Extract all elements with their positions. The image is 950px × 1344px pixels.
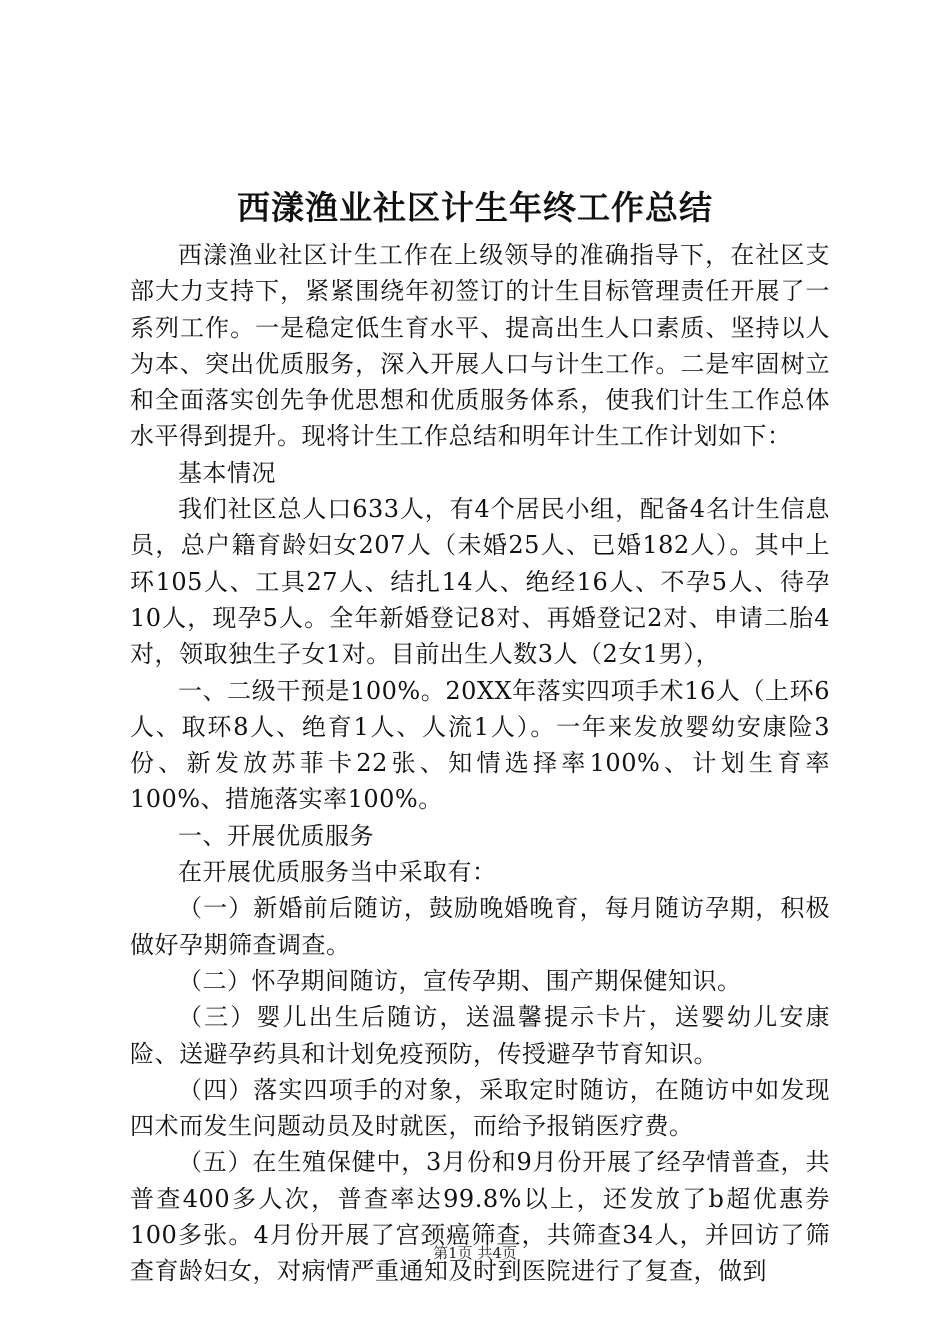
paragraph-heading-basic-situation: 基本情况 bbox=[178, 458, 276, 487]
paragraph-intervention-stats: 一、二级干预是100%。20XX年落实四项手术16人（上环6人、取环8人、绝育1人、人流1人）。一年来发放婴幼安康险3份、新发放苏菲卡22张、知情选择率100%、计划生育率100%、措施落实率100%。 bbox=[130, 676, 830, 814]
document-body bbox=[130, 237, 830, 1290]
paragraph-item-2: （二）怀孕期间随访，宣传孕期、围产期保健知识。 bbox=[178, 966, 742, 995]
paragraph-heading-quality-service: 一、开展优质服务 bbox=[178, 821, 374, 850]
paragraph-intro: 西漾渔业社区计生工作在上级领导的准确指导下，在社区支部大力支持下，紧紧围绕年初签订的计生目标管理责任开展了一系列工作。一是稳定低生育水平、提高出生人口素质、坚持以人为本、突出优质服务，深入开展人口与计生工作。二是牢固树立和全面落实创先争优思想和优质服务体系，使我们计生工作总体水平得到提升。现将计生工作总结和明年计生工作计划如下： bbox=[130, 241, 830, 451]
paragraph-item-1: （一）新婚前后随访，鼓励晚婚晚育，每月随访孕期，积极做好孕期筛查调查。 bbox=[130, 894, 830, 959]
paragraph-item-4: （四）落实四项手的对象，采取定时随访，在随访中如发现四术而发生问题动员及时就医，而给予报销医疗费。 bbox=[130, 1075, 830, 1141]
paragraph-population-stats: 我们社区总人口633人，有4个居民小组，配备4名计生信息员，总户籍育龄妇女207人（未婚25人、已婚182人）。其中上环105人、工具27人、结扎14人、绝经16人、不孕5人、待孕10人，现孕5人。全年新婚登记8对、再婚登记2对、申请二胎4对，领取独生子女1对。目前出生人数3人（2女1男）， bbox=[130, 495, 830, 669]
paragraph-item-5: （五）在生殖保健中，3月份和9月份开展了经孕情普查，共普查400多人次，普查率达99.8%以上，还发放了b超优惠券100多张。4月份开展了宫颈癌筛查，共筛查34人，并回访了筛查育龄妇女，对病情严重通知及时到医院进行了复查，做到 bbox=[130, 1148, 830, 1286]
paragraph-measures-intro: 在开展优质服务当中采取有： bbox=[178, 858, 497, 887]
page-number-footer: 第1页 共4页 bbox=[433, 1244, 517, 1262]
paragraph-item-3: （三）婴儿出生后随访，送温馨提示卡片，送婴幼儿安康险、送避孕药具和计划免疫预防，传授避孕节育知识。 bbox=[130, 1003, 830, 1068]
document-title: 西漾渔业社区计生年终工作总结 bbox=[237, 188, 713, 227]
